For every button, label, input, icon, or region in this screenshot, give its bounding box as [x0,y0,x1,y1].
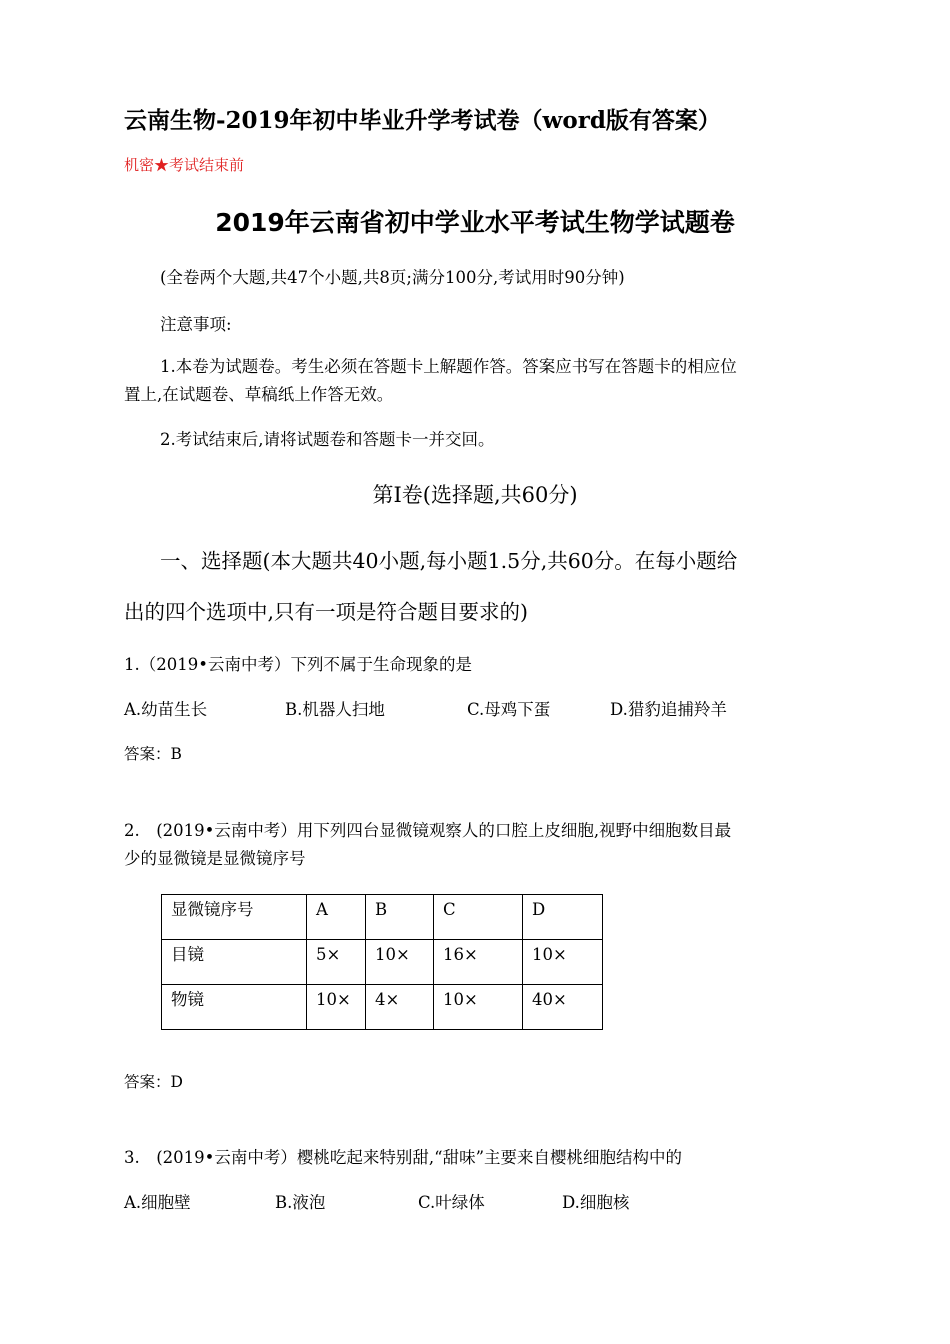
question-3-option-d: D.细胞核 [562,1193,630,1212]
question-1-option-a: A.幼苗生长 [124,700,208,719]
confidential-label: 机密★考试结束前 [124,156,245,174]
table-cell: B [366,895,434,940]
table-cell: 4× [366,985,434,1030]
question-2-stem-line-1: 2. (2019•云南中考）用下列四台显微镜观察人的口腔上皮细胞,视野中细胞数目最 [124,821,732,840]
table-cell: 10× [366,940,434,985]
question-1-stem: 1.（2019•云南中考）下列不属于生命现象的是 [124,655,472,674]
question-3-option-b: B.液泡 [275,1193,326,1212]
question-3-option-c: C.叶绿体 [418,1193,485,1212]
document-title: 云南生物-2019年初中毕业升学考试卷（word版有答案） [124,107,721,134]
question-1-option-d: D.猎豹追捕羚羊 [610,700,727,719]
question-1-option-c: C.母鸡下蛋 [467,700,551,719]
exam-info: (全卷两个大题,共47个小题,共8页;满分100分,考试用时90分钟) [160,268,625,287]
microscope-table [161,894,603,1030]
table-cell: C [434,895,523,940]
table-row [162,895,603,940]
section-instruction-line-1: 一、选择题(本大题共40小题,每小题1.5分,共60分。在每小题给 [160,549,738,573]
note-1-line-1: 1.本卷为试题卷。考生必须在答题卡上解题作答。答案应书写在答题卡的相应位 [160,357,737,376]
question-1-option-b: B.机器人扫地 [285,700,385,719]
table-cell: 40× [523,985,603,1030]
table-cell: 5× [307,940,366,985]
table-cell: 目镜 [162,940,307,985]
question-2-answer: 答案：D [124,1073,183,1091]
table-cell: A [307,895,366,940]
part-title: 第Ⅰ卷(选择题,共60分) [372,483,578,507]
note-1-line-2: 置上,在试题卷、草稿纸上作答无效。 [124,385,394,404]
table-cell: 16× [434,940,523,985]
question-1-answer: 答案：B [124,745,182,763]
table-cell: 10× [307,985,366,1030]
exam-title: 2019年云南省初中学业水平考试生物学试题卷 [215,208,735,237]
table-cell: 10× [523,940,603,985]
question-2-stem-line-2: 少的显微镜是显微镜序号 [124,849,306,868]
notes-heading: 注意事项: [160,315,232,334]
question-3-option-a: A.细胞壁 [124,1193,191,1212]
note-2: 2.考试结束后,请将试题卷和答题卡一并交回。 [160,430,495,449]
question-3-stem: 3. (2019•云南中考）樱桃吃起来特别甜,“甜味”主要来自樱桃细胞结构中的 [124,1148,683,1167]
table-cell: 10× [434,985,523,1030]
section-instruction-line-2: 出的四个选项中,只有一项是符合题目要求的) [124,600,529,624]
table-row [162,985,603,1030]
table-cell: 物镜 [162,985,307,1030]
table-cell: D [523,895,603,940]
table-cell: 显微镜序号 [162,895,307,940]
table-row [162,940,603,985]
